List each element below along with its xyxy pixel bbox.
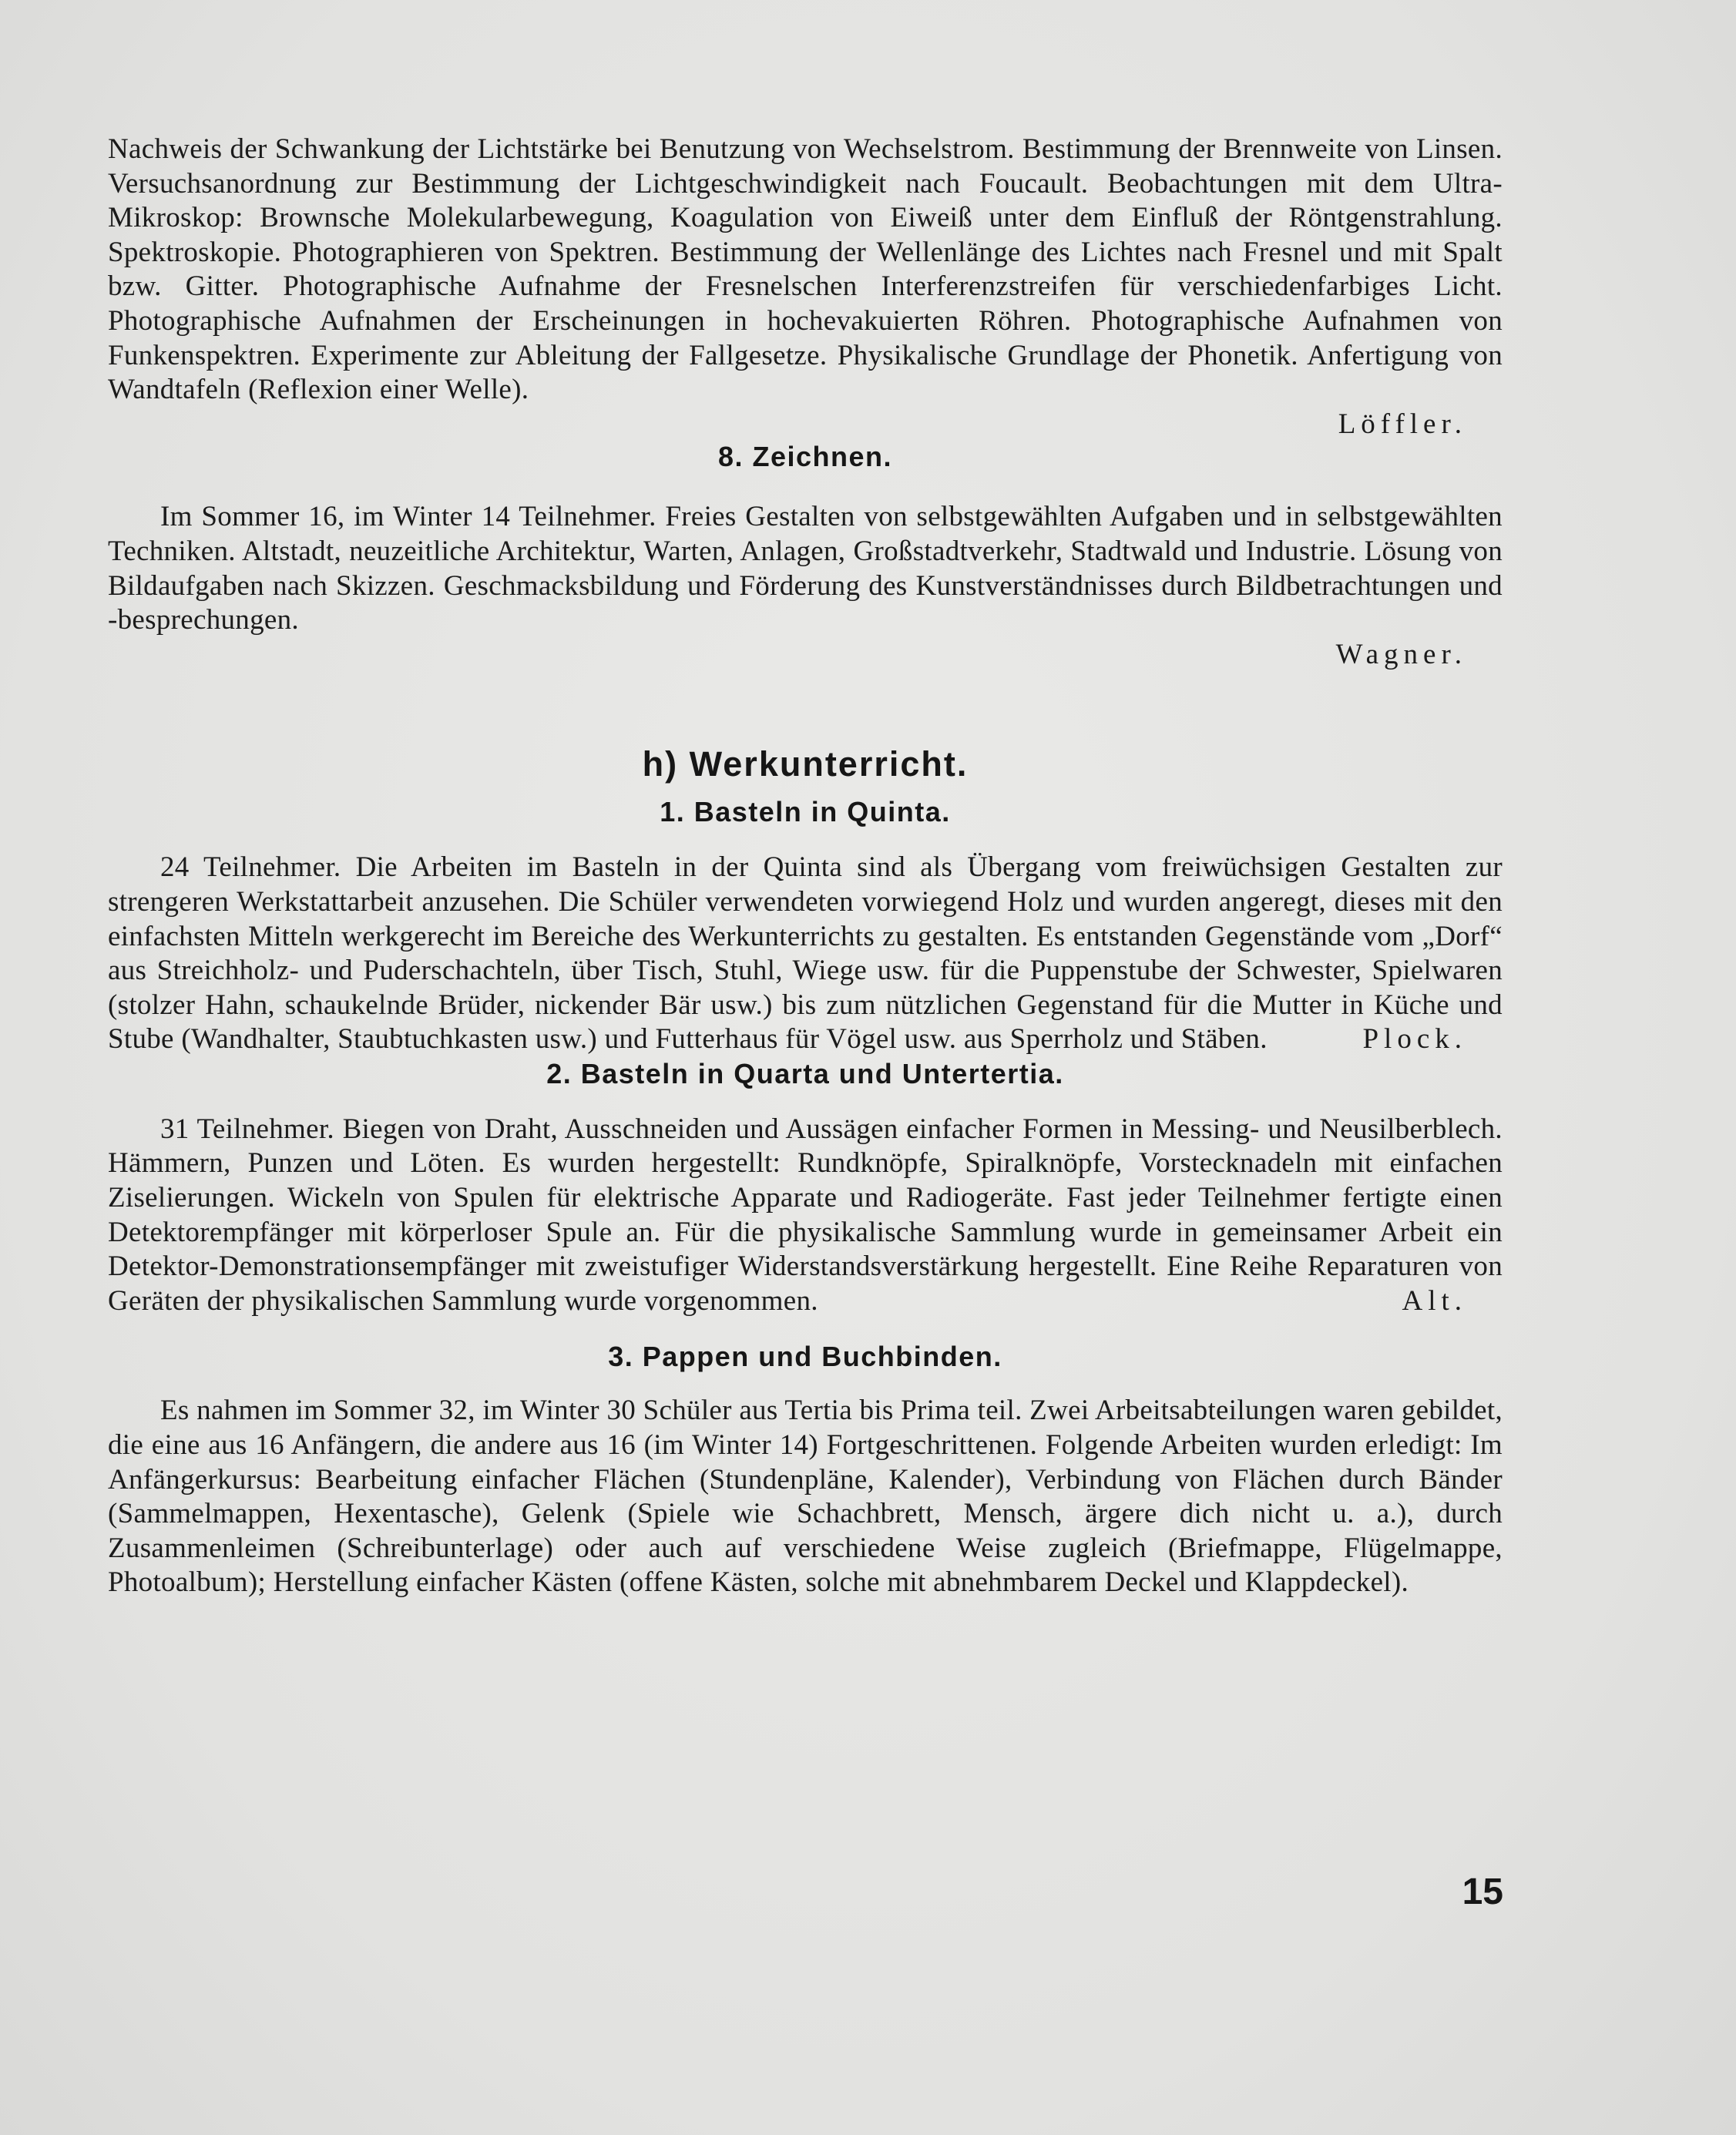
basteln-quarta-text: 31 Teilnehmer. Biegen von Draht, Ausschneiden und Aussägen einfacher Formen in Messing- und Neusilberblech. Hämmern, Punzen und Löten. Es wurden hergestellt: Rundknöpfe, Spiralknöpfe, Vorstecknadeln mit einfachen Ziselierungen. Wickeln von Spulen für elektrische Apparate und Radiogeräte. Fast jeder Teilnehmer fertigte einen Detektorempfänger mit körperloser Spule an. Für die physikalische Sammlung wurde in gemeinsamer Arbeit ein Detektor-Demonstrationsempfänger mit zweistufiger Widerstandsverstärkung hergestellt. Eine Reihe Reparaturen von Geräten der physikalischen Sammlung wurde vorgenommen. (108, 1113, 1503, 1317)
basteln-quarta-signature: Alt. (1402, 1284, 1467, 1317)
basteln-quinta-paragraph (108, 851, 1503, 1057)
section-heading-zeichnen: 8. Zeichnen. (717, 441, 893, 473)
page-number: 15 (1462, 1871, 1503, 1912)
section-heading-basteln-quinta: 1. Basteln in Quinta. (660, 796, 951, 828)
zeichnen-paragraph: Im Sommer 16, im Winter 14 Teilnehmer. Freies Gestalten von selbstgewählten Aufgaben und in selbstgewählten Techniken. Altstadt, neuzeitliche Architektur, Warten, Anlagen, Großstadtverkehr, Stadtwald und Industrie. Lösung von Bildaufgaben nach Skizzen. Geschmacksbildung und Förderung des Kunstverständnisses durch Bildbetrachtungen und -besprechungen. (108, 501, 1503, 636)
zeichnen-signature: Wagner. (1335, 638, 1467, 670)
section-heading-basteln-quarta: 2. Basteln in Quarta und Untertertia. (546, 1057, 1064, 1089)
physics-signature: Löffler. (1338, 408, 1467, 440)
physics-paragraph: Nachweis der Schwankung der Lichtstärke bei Benutzung von Wechselstrom. Bestimmung der Brennweite von Linsen. Versuchsanordnung zur Bestimmung der Lichtgeschwindigkeit nach Foucault. Beobachtungen mit dem Ultra-Mikroskop: Brownsche Molekularbewegung, Koagulation von Eiweiß unter dem Einfluß der Röntgenstrahlung. Spektroskopie. Photographieren von Spektren. Bestimmung der Wellenlänge des Lichtes nach Fresnel und mit Spalt bzw. Gitter. Photographische Aufnahme der Fresnelschen Interferenzstreifen für verschiedenfarbiges Licht. Photographische Aufnahmen der Erscheinungen in hochevakuierten Röhren. Photographische Aufnahmen von Funkenspektren. Experimente zur Ableitung der Fallgesetze. Physikalische Grundlage der Phonetik. Anfertigung von Wandtafeln (Reflexion einer Welle). (108, 133, 1503, 406)
text-column (108, 133, 1503, 1600)
basteln-quinta-block (108, 851, 1503, 1057)
section-heading-pappen: 3. Pappen und Buchbinden. (608, 1341, 1002, 1373)
basteln-quarta-block (108, 1113, 1503, 1319)
basteln-quarta-paragraph (108, 1113, 1503, 1319)
basteln-quinta-text: 24 Teilnehmer. Die Arbeiten im Basteln in der Quinta sind als Übergang vom freiwüchsigen Gestalten zur strengeren Werkstattarbeit anzusehen. Die Schüler verwendeten vorwiegend Holz und wurden angeregt, dieses mit den einfachsten Mitteln werkgerecht im Bereiche des Werkunterrichts zu gestalten. Es entstanden Gegenstände vom „Dorf“ aus Streichholz- und Puderschachteln, über Tisch, Stuhl, Wiege usw. für die Puppenstube der Schwester, Spielwaren (stolzer Hahn, schaukelnde Brüder, nickender Bär usw.) bis zum nützlichen Gegenstand für die Mutter in Küche und Stube (Wandhalter, Staubtuchkasten usw.) und Futterhaus für Vögel usw. aus Sperrholz und Stäben. (108, 851, 1503, 1056)
pappen-paragraph: Es nahmen im Sommer 32, im Winter 30 Schüler aus Tertia bis Prima teil. Zwei Arbeitsabteilungen waren gebildet, die eine aus 16 Anfängern, die andere aus 16 (im Winter 14) Fortgeschrittenen. Folgende Arbeiten wurden erledigt: Im Anfängerkursus: Bearbeitung einfacher Flächen (Stundenpläne, Kalender), Verbindung von Flächen durch Bänder (Sammelmappen, Hexentasche), Gelenk (Spiele wie Schachbrett, Mensch, ärgere dich nicht u. a.), durch Zusammenleimen (Schreibunterlage) oder auch auf verschiedene Weise zugleich (Briefmappe, Flügelmappe, Photoalbum); Herstellung einfacher Kästen (offene Kästen, solche mit abnehmbarem Deckel und Klappdeckel). (108, 1395, 1503, 1599)
chapter-heading-werkunterricht: h) Werkunterricht. (642, 744, 969, 784)
basteln-quinta-signature: Plock. (1362, 1023, 1467, 1056)
